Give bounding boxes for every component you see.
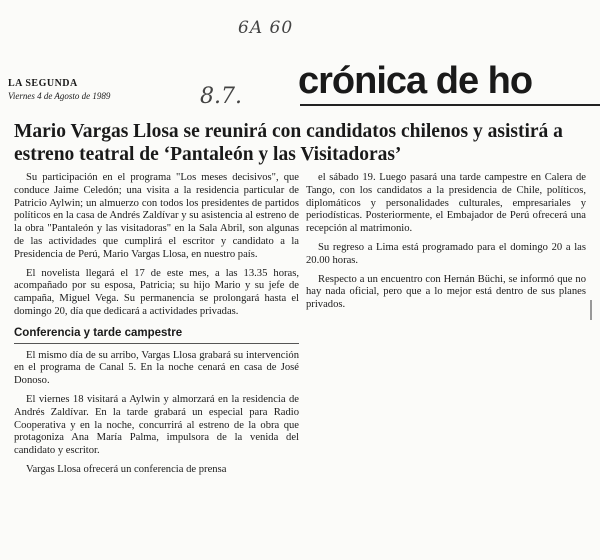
paragraph: El viernes 18 visitará a Aylwin y almorzará en la residencia de Andrés Zaldívar. En la tarde grabará un especial para Radio Cooperativa y en la noche, concurrirá al estreno de la obra que protagoniza Ana María Palma, impulsora de la venida del candidato y escritor. <box>14 393 299 457</box>
paragraph: Su participación en el programa "Los meses decisivos", que conduce Jaime Celedón; una visita a la residencia particular de Patricio Aylwin; un almuerzo con todos los presidentes de partidos políticos en la casa de Andrés Zaldívar y su asistencia al estreno de la obra "Pantaleón y las visitadoras" en la Sala Abril, son algunas de las actividades que cumplirá el escritor y candidato a la Presidencia de Perú, Mario Vargas Llosa, en nuestro país. <box>14 172 299 260</box>
section-title: crónica de ho <box>298 60 533 102</box>
paragraph: El mismo día de su arribo, Vargas Llosa grabará su intervención en el programa de Canal 5. En la noche cenará en casa de José Donoso. <box>14 349 299 387</box>
paragraph: Respecto a un encuentro con Hernán Büchi, se informó que no hay nada oficial, pero que a lo mejor está dentro de sus planes privados. <box>306 273 586 311</box>
paragraph: Su regreso a Lima está programado para el domingo 20 a las 20.00 horas. <box>306 241 586 266</box>
archive-stamp: 6A 60 <box>238 18 294 38</box>
left-column <box>14 172 299 483</box>
section-rule <box>300 104 600 106</box>
paragraph: Vargas Llosa ofrecerá un conferencia de prensa <box>26 463 227 475</box>
headline: Mario Vargas Llosa se reunirá con candidatos chilenos y asistirá a estreno teatral de ‘Pantaleón y las Visitadoras’ <box>14 121 563 165</box>
scan-mark <box>590 300 592 320</box>
newspaper-name: LA SEGUNDA <box>8 78 78 89</box>
right-column <box>306 172 586 318</box>
publication-date: Viernes 4 de Agosto de 1989 <box>8 91 111 101</box>
paragraph: el sábado 19. Luego pasará una tarde campestre en Calera de Tango, con los candidatos a la presidencia de Chile, políticos, diplomáticos y personalidades culturales, empresariales y periodísticas. Posteriormente, el Embajador de Perú ofrecerá una recepción al matrimonio. <box>306 172 586 235</box>
paragraph: El novelista llegará el 17 de este mes, a las 13.35 horas, acompañado por su esposa, Patricia; su hijo Mario y su jefe de campaña, Miguel Vega. Su permanencia se prolongará hasta el domingo 20, día que dedicará a actividades privadas. <box>14 267 299 317</box>
handwritten-date: 8.7. <box>200 84 242 109</box>
subheading: Conferencia y tarde campestre <box>14 327 299 344</box>
